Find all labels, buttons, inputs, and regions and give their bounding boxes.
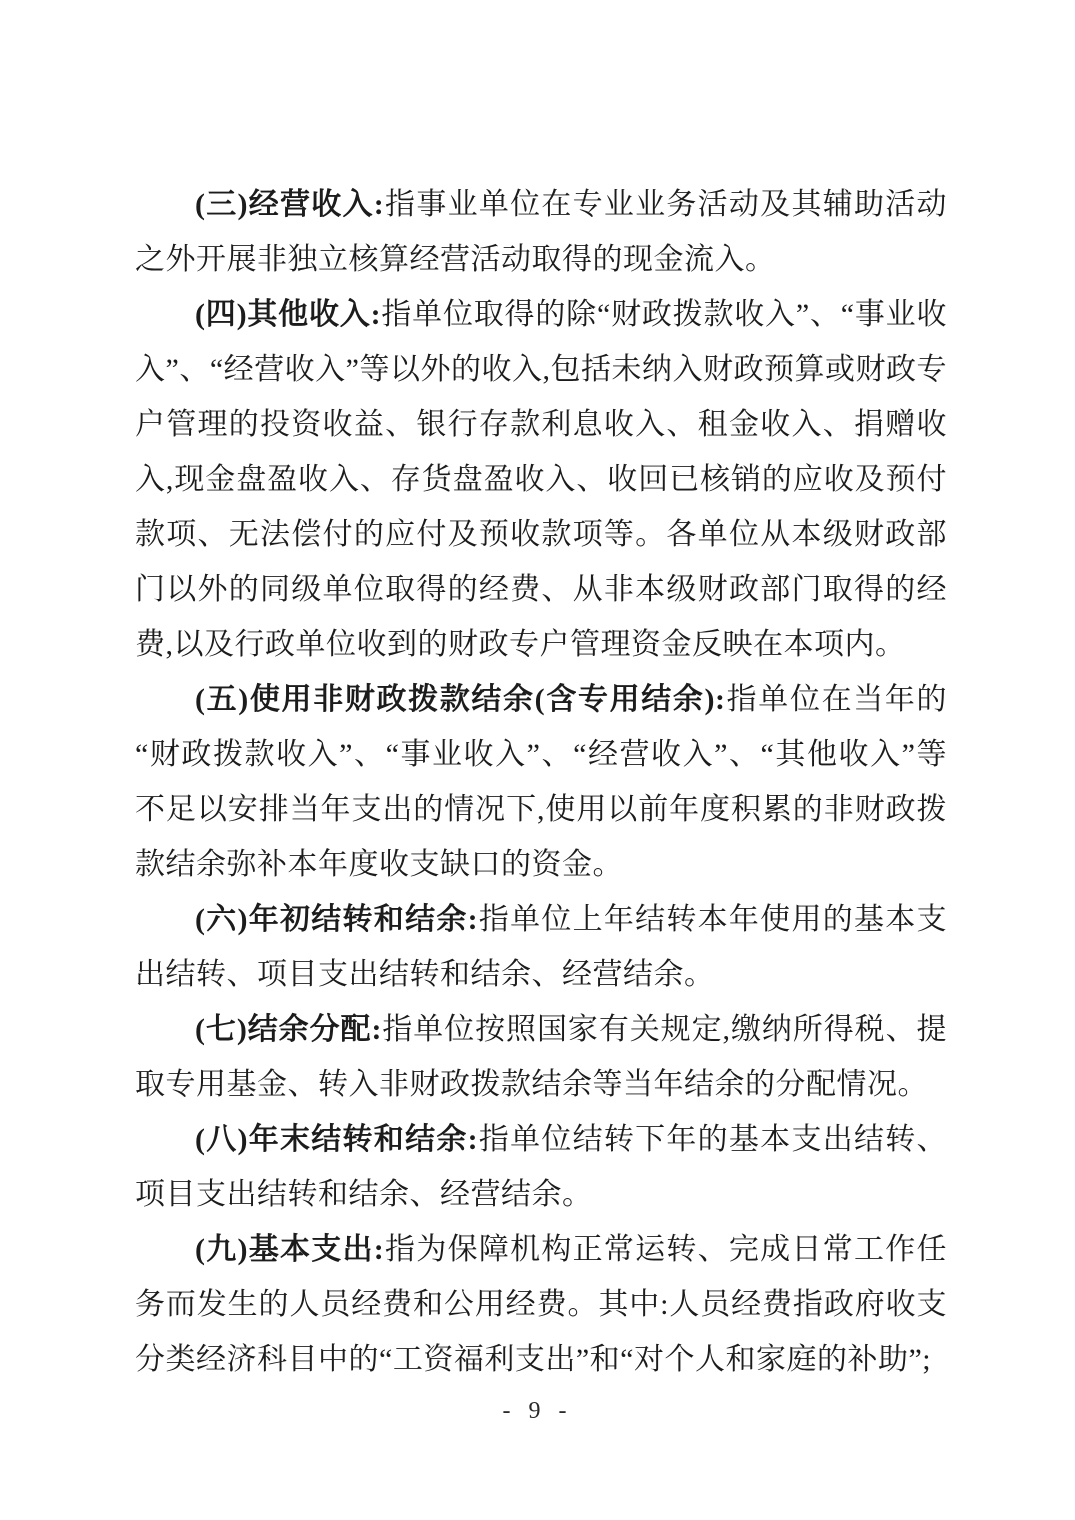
paragraph-3 <box>135 177 947 287</box>
paragraph-5 <box>135 672 947 892</box>
paragraph-8-text: 指单位结转下年的基本支出结转、项目支出结转和结余、经营结余。 <box>135 1123 947 1211</box>
paragraph-7-text: 指单位按照国家有关规定,缴纳所得税、提取专用基金、转入非财政拨款结余等当年结余的分配情况。 <box>135 1013 947 1101</box>
paragraph-5-lead: (五)使用非财政拨款结余(含专用结余): <box>195 683 726 716</box>
document-body <box>135 177 947 1387</box>
paragraph-4 <box>135 287 947 672</box>
paragraph-9-text: 指为保障机构正常运转、完成日常工作任务而发生的人员经费和公用经费。其中:人员经费指政府收支分类经济科目中的“工资福利支出”和“对个人和家庭的补助”; <box>135 1233 947 1376</box>
paragraph-4-text: 指单位取得的除“财政拨款收入”、“事业收入”、“经营收入”等以外的收入,包括未纳入财政预算或财政专户管理的投资收益、银行存款利息收入、租金收入、捐赠收入,现金盘盈收入、存货盘盈收入、收回已核销的应收及预付款项、无法偿付的应付及预收款项等。各单位从本级财政部门以外的同级单位取得的经费、从非本级财政部门取得的经费,以及行政单位收到的财政专户管理资金反映在本项内。 <box>135 298 947 661</box>
paragraph-3-text: 指事业单位在专业业务活动及其辅助活动之外开展非独立核算经营活动取得的现金流入。 <box>135 188 947 276</box>
paragraph-8-lead: (八)年末结转和结余: <box>195 1123 479 1156</box>
paragraph-9 <box>135 1222 947 1387</box>
paragraph-6-text: 指单位上年结转本年使用的基本支出结转、项目支出结转和结余、经营结余。 <box>135 903 947 991</box>
paragraph-7 <box>135 1002 947 1112</box>
paragraph-9-lead: (九)基本支出: <box>195 1233 385 1266</box>
paragraph-6-lead: (六)年初结转和结余: <box>195 903 479 936</box>
paragraph-8 <box>135 1112 947 1222</box>
paragraph-3-lead: (三)经营收入: <box>195 188 385 221</box>
page-number: - 9 - <box>502 1398 573 1424</box>
paragraph-5-text: 指单位在当年的“财政拨款收入”、“事业收入”、“经营收入”、“其他收入”等不足以安排当年支出的情况下,使用以前年度积累的非财政拨款结余弥补本年度收支缺口的资金。 <box>135 683 948 881</box>
paragraph-6 <box>135 892 947 1002</box>
paragraph-4-lead: (四)其他收入: <box>195 298 382 331</box>
paragraph-7-lead: (七)结余分配: <box>195 1013 382 1046</box>
